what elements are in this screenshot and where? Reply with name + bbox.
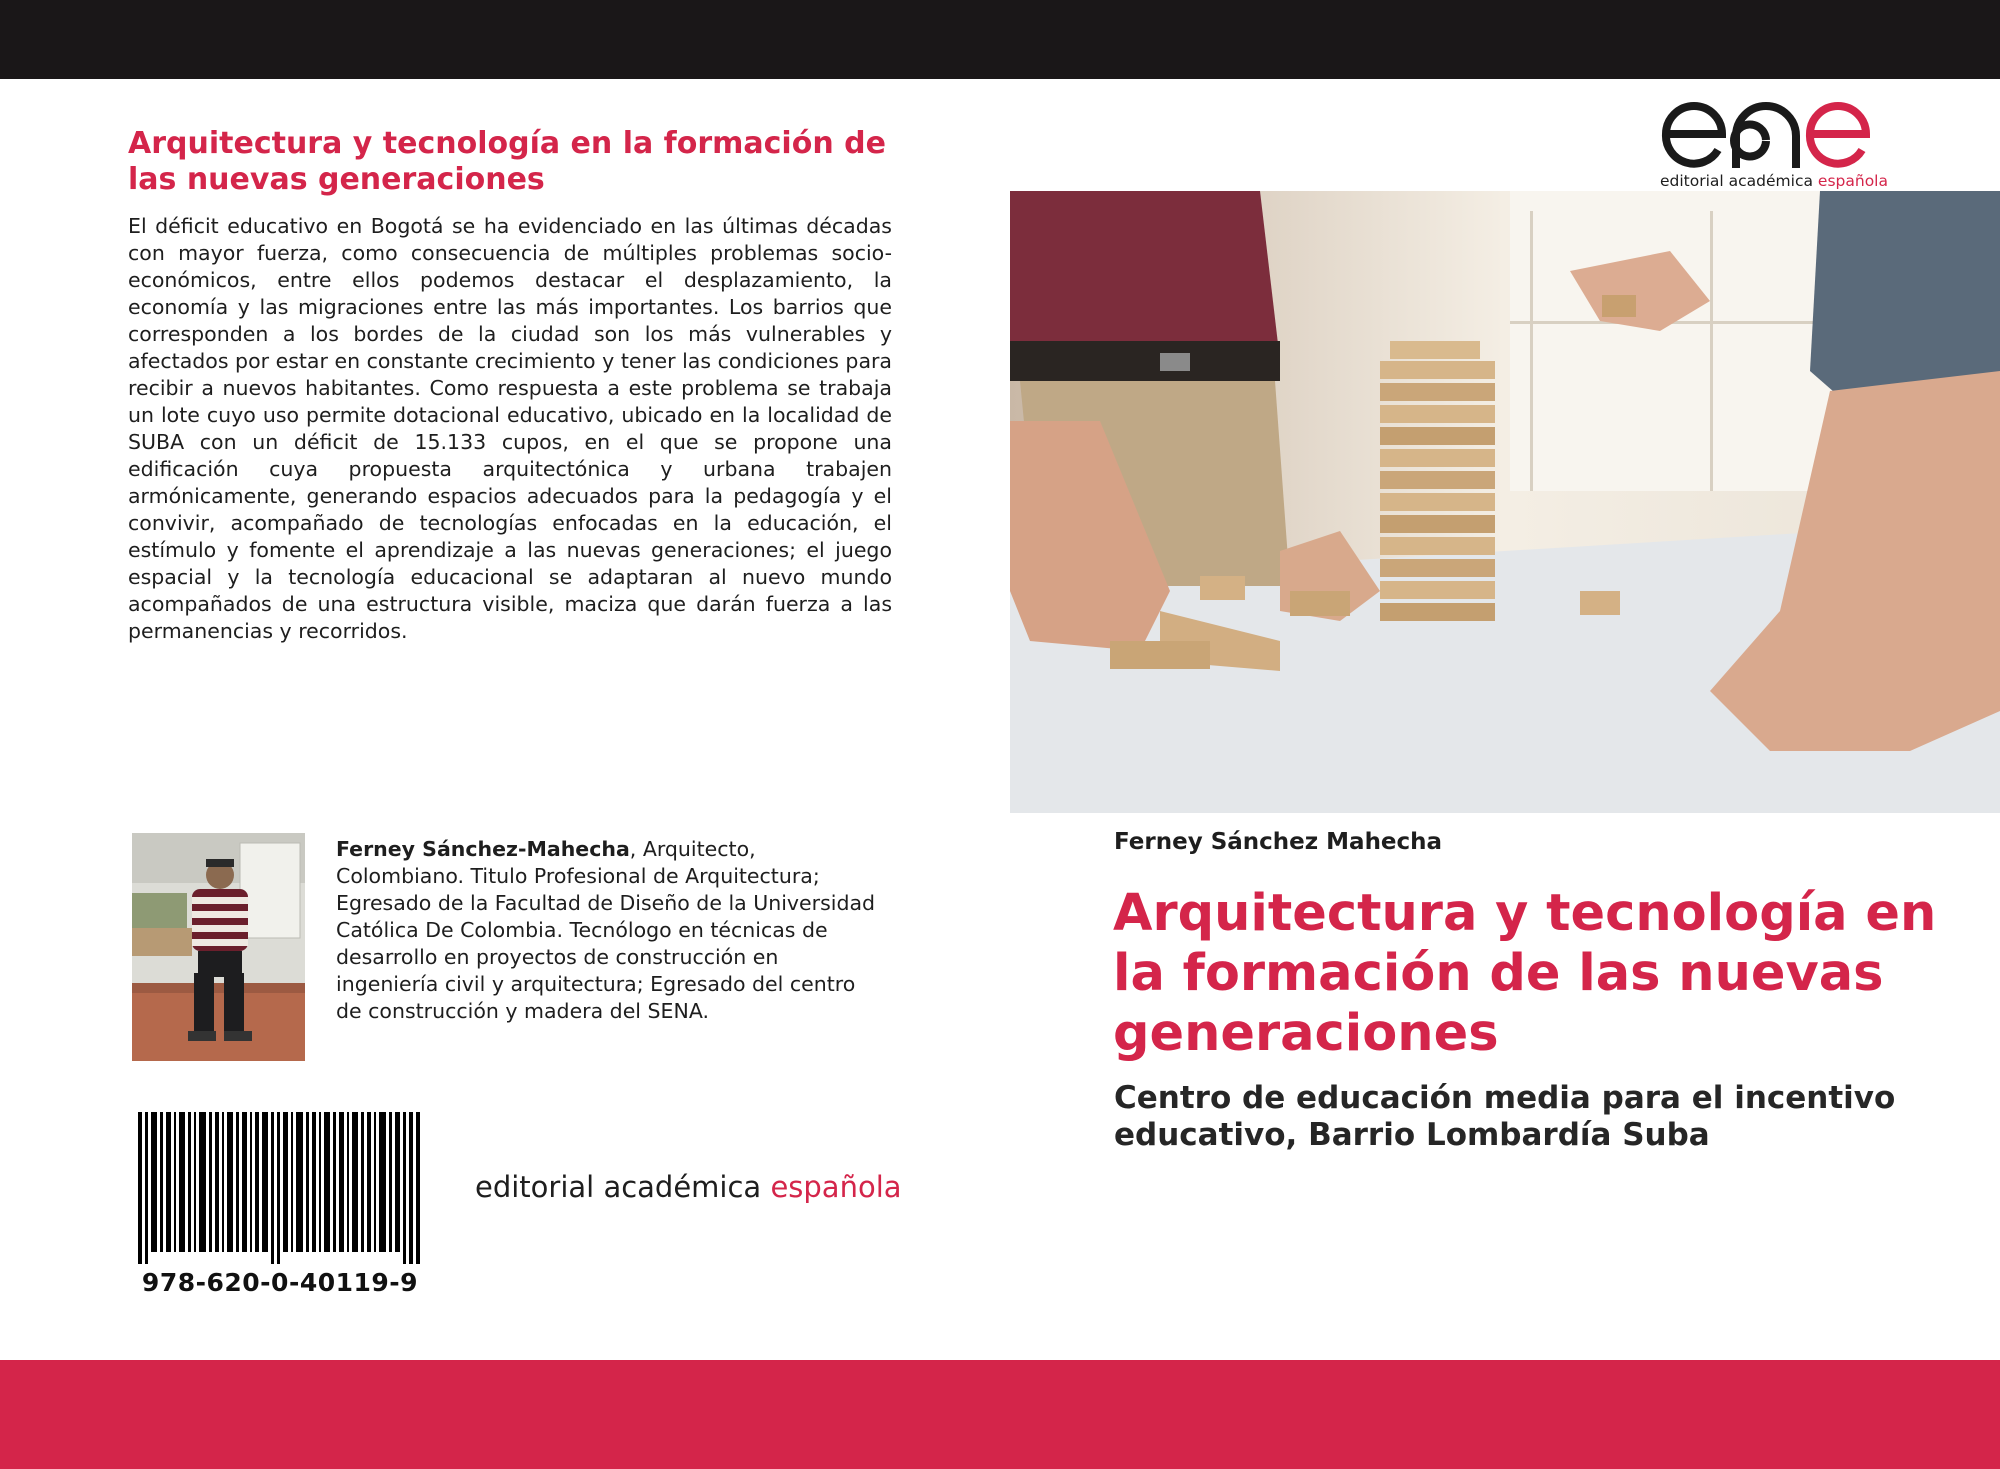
cover-photo xyxy=(1010,191,2000,813)
imprint-accent: española xyxy=(770,1170,902,1204)
top-band xyxy=(0,0,2000,79)
front-cover-subtitle: Centro de educación media para el incentivo educativo, Barrio Lombardía Suba xyxy=(1114,1080,1896,1153)
author-bio-text: , Arquitecto, Colombiano. Titulo Profesional de Arquitectura; Egresado de la Facultad de Diseño de la Universidad Católica De Colombia. Tecnólogo en técnicas de desarrollo en proyectos de construcción en ingeniería civil y arquitectura; Egresado del centro de construcción y madera del SENA. xyxy=(336,837,876,1023)
logo-text-accent: española xyxy=(1817,172,1888,190)
bottom-band xyxy=(0,1360,2000,1469)
imprint-main: editorial académica xyxy=(475,1170,762,1204)
eae-logo-icon xyxy=(1660,100,1880,170)
logo-text xyxy=(1660,172,1900,190)
author-bio xyxy=(336,836,876,1025)
author-bio-name: Ferney Sánchez-Mahecha xyxy=(336,837,630,861)
author-photo xyxy=(132,833,305,1061)
imprint-name xyxy=(475,1170,902,1204)
logo-text-main: editorial académica xyxy=(1660,172,1813,190)
front-cover-title: Arquitectura y tecnología en la formación de las nuevas generaciones xyxy=(1113,884,1937,1063)
front-cover-author: Ferney Sánchez Mahecha xyxy=(1114,829,1443,855)
isbn-barcode xyxy=(138,1112,420,1264)
back-cover-title: Arquitectura y tecnología en la formación de las nuevas generaciones xyxy=(128,126,886,197)
isbn-number: 978-620-0-40119-9 xyxy=(141,1268,419,1297)
back-cover-blurb: El déficit educativo en Bogotá se ha evidenciado en las últimas décadas con mayor fuerza, como consecuencia de múltiples problemas socio-económicos, entre ellos podemos destacar el desplazamiento, la economía y las migraciones entre las más importantes. Los barrios que corresponden a los bordes de la ciudad son los más vulnerables y afectados por estar en constante crecimiento y tener las condiciones para recibir a nuevos habitantes. Como respuesta a este problema se trabaja un lote cuyo uso permite dotacional educativo, ubicado en la localidad de SUBA con un déficit de 15.133 cupos, en el que se propone una edificación cuya propuesta arquitectónica y urbana trabajen armónicamente, generando espacios adecuados para la pedagogía y el convivir, acompañado de tecnologías enfocadas en la educación, el estímulo y fomente el aprendizaje a las nuevas generaciones; el juego espacial y la tecnología educacional se adaptaran al nuevo mundo acompañados de una estructura visible, maciza que darán fuerza a las permanencias y recorridos. xyxy=(128,214,892,643)
